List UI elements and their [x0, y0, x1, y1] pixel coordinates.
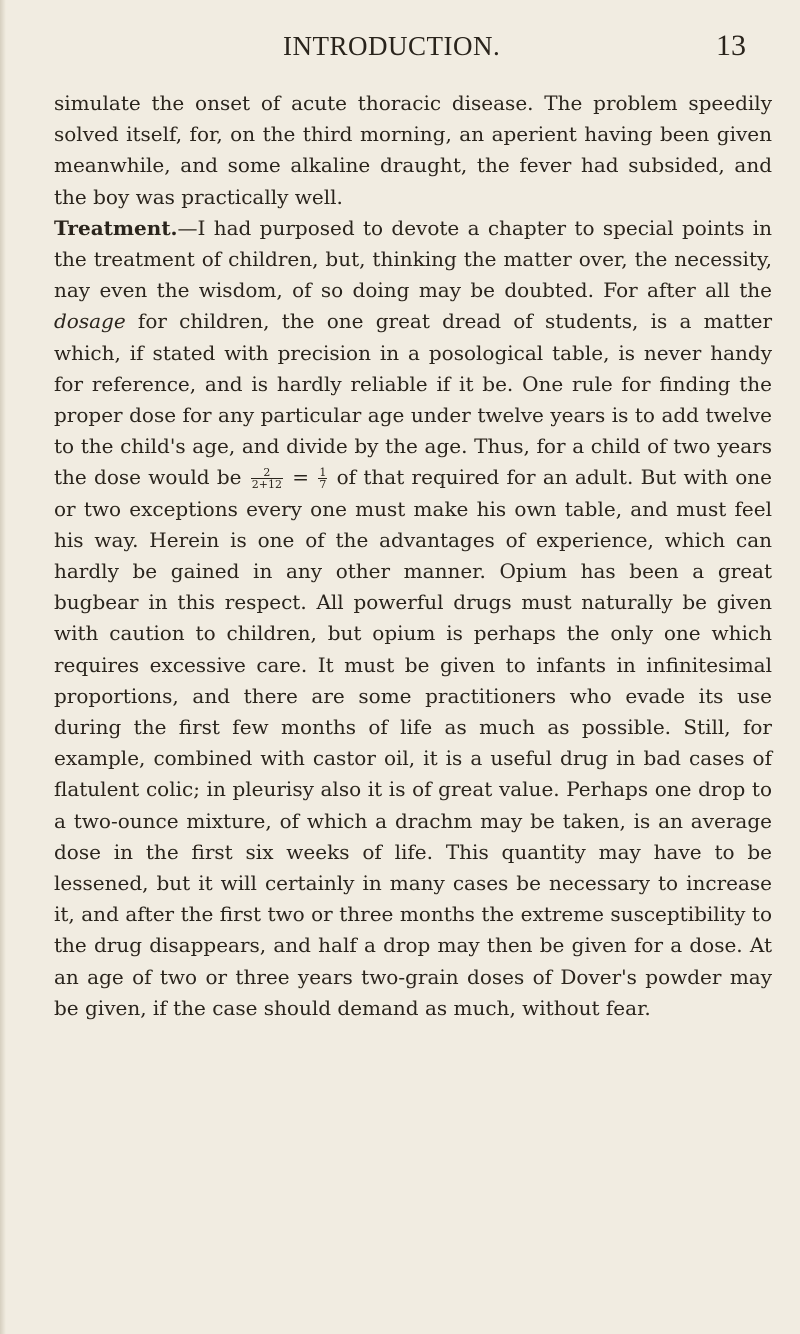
paragraph-2-text-c: of that required for an adult. But with one or two exceptions every one must make his own table, and must feel his way. Herein is one of the advantages of experience, which can hardly be gained in any other manner. Opium has been a great bugbear in this respect. All powerful drugs must naturally be given with caution to children, but opium is perhaps the only one which requires excessive care. It must be given to infants in infinitesimal proportions, and there are some practitioners who evade its use during the first few months of life as much as possible. Still, for example, combined with castor oil, it is a useful drug in bad cases of flatulent colic; in pleurisy also it is of great value. Perhaps one drop to a two-ounce mixture, of which a drachm may be taken, is an average dose in the first six weeks of life. This quantity may have to be lessened, but it will certainly in many cases be necessary to increase it, and after the first two or three months the extreme susceptibility to the drug disappears, and half a drop may then be given for a dose. At an age of two or three years two-grain doses of Dover's powder may be given, if the case should demand as much, without fear.: [54, 465, 773, 1020]
fraction-numerator: 2: [251, 467, 283, 479]
equals-sign: =: [284, 465, 317, 490]
fraction-dose-formula: [251, 467, 283, 490]
page-number: 13: [716, 29, 746, 62]
italic-dosage: dosage: [54, 309, 126, 334]
page-header: [0, 28, 800, 64]
fraction-denominator: 2+12: [251, 478, 282, 492]
fraction-result: [318, 467, 327, 490]
fraction-result-numerator: 1: [319, 466, 327, 480]
fraction-result-denominator: 7: [319, 478, 327, 492]
running-head: INTRODUCTION.: [283, 31, 501, 61]
page-edge-shadow: [0, 0, 6, 1334]
paragraph-1: simulate the onset of acute thoracic disease. The problem speedily solved itself, for, on the third morning, an aperient having been given meanwhile, and some alkaline draught, the fever had subsided, and the boy was practically well.: [54, 91, 772, 209]
section-heading-treatment: Treatment.: [54, 215, 178, 240]
paragraph-2: [54, 213, 772, 1024]
paragraph-2-text-b: for children, the one great dread of students, is a matter which, if stated with precision in a posological table, is never handy for reference, and is hardly reliable if it be. One rule for finding the proper dose for any particular age under twelve years is to add twelve to the child's age, and divide by the age. Thus, for a child of two years the dose would be: [54, 309, 772, 490]
paragraph-2-text-a: —I had purposed to devote a chapter to special points in the treatment of children, but, thinking the matter over, the necessity, nay even the wisdom, of so doing may be doubted. For after all the: [54, 215, 772, 303]
body-text: [54, 88, 772, 1024]
